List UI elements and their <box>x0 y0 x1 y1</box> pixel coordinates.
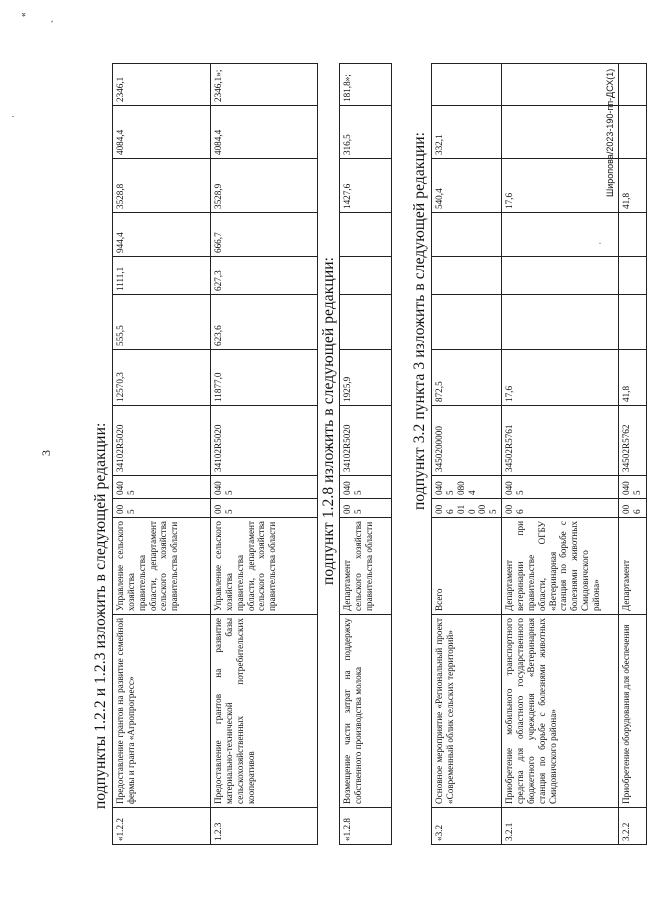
total-value: 41,8 <box>619 350 647 406</box>
activity-name: Приобретение мобильного транспортного средства для областного государственного бюджетного учреждения «Ветеринарная станция по борьбе с болезнями животных Смидовичского района» <box>502 615 619 808</box>
activity-name: Основное мероприятие «Региональный проект «Современный облик сельских территорий» <box>432 615 502 808</box>
value-2019 <box>432 295 502 350</box>
grbs-code: 006 <box>502 499 619 518</box>
section-heading: подпункты 1.2.2 и 1.2.3 изложить в следующей редакции: <box>92 422 109 809</box>
grbs-code: 005 <box>113 499 211 518</box>
value-2020: 1111,1 <box>113 257 211 295</box>
value-2021: 666,7 <box>211 213 318 257</box>
table-row <box>619 64 647 845</box>
row-number: 1.2.3 <box>211 808 318 845</box>
csr-code: 34102R5020 <box>113 406 211 476</box>
value-2023: 4084,4 <box>113 106 211 159</box>
rzpr-code: 0405 <box>502 476 619 499</box>
value-2024: 2346,1»; <box>211 64 318 106</box>
value-2022: 17,6 <box>502 159 619 213</box>
total-value: 12570,3 <box>113 350 211 406</box>
value-2020 <box>340 257 392 295</box>
csr-code: 34102R5020 <box>340 406 392 476</box>
scan-mark: ˙ <box>598 242 608 245</box>
table-row <box>211 64 318 845</box>
value-2023 <box>502 106 619 159</box>
grbs-code: 005 <box>211 499 318 518</box>
value-2024: 181,8»; <box>340 64 392 106</box>
executor: Департамент сельского хозяйства правительства области <box>340 518 392 615</box>
executor: Всего <box>432 518 502 615</box>
row-number: «1.2.8 <box>340 808 392 845</box>
document-id-footer: Широпова/2023-190-пп-ДСХ(1) <box>605 68 615 197</box>
scan-mark: ˏ <box>43 20 53 23</box>
grbs-code: 005 <box>340 499 392 518</box>
value-2022: 1427,6 <box>340 159 392 213</box>
value-2023: 4084,4 <box>211 106 318 159</box>
rzpr-code: 0405 <box>619 476 647 499</box>
scan-mark: « <box>18 12 28 17</box>
executor: Департамент <box>619 518 647 615</box>
value-2019: 555,5 <box>113 295 211 350</box>
total-value: 1925,9 <box>340 350 392 406</box>
page-number: 3 <box>39 450 53 456</box>
executor: Управление сельского хозяйства правительства области, департамент сельского хозяйства правительства области <box>113 518 211 615</box>
value-2021 <box>502 213 619 257</box>
value-2022: 41,8 <box>619 159 647 213</box>
rzpr-code: 0405 <box>340 476 392 499</box>
csr-code: 34102R5020 <box>211 406 318 476</box>
value-2020 <box>432 257 502 295</box>
total-value: 17,6 <box>502 350 619 406</box>
value-2019 <box>502 295 619 350</box>
value-2019 <box>340 295 392 350</box>
value-2020: 627,3 <box>211 257 318 295</box>
total-value: 11877,0 <box>211 350 318 406</box>
rzpr-code: 0405 0804 <box>432 476 502 499</box>
rzpr-code: 0405 <box>113 476 211 499</box>
value-2020 <box>502 257 619 295</box>
section-heading: подпункт 3.2 пункта 3 изложить в следующей редакции: <box>411 131 428 510</box>
value-2022: 3528,9 <box>211 159 318 213</box>
value-2022: 3528,8 <box>113 159 211 213</box>
csr-code: 34502R5762 <box>619 406 647 476</box>
row-number: 3.2.1 <box>502 808 619 845</box>
grbs-code: 006 010 005 <box>432 499 502 518</box>
value-2021: 944,4 <box>113 213 211 257</box>
value-2022: 540,4 <box>432 159 502 213</box>
value-2024 <box>432 64 502 106</box>
executor: Департамент ветеринарии при правительстве области, ОГБУ «Ветеринарная станция по борьбе с болезнями животных Смидовичского района» <box>502 518 619 615</box>
table-subpoint-3-2 <box>431 63 647 845</box>
value-2023: 316,5 <box>340 106 392 159</box>
activity-name: Приобретение оборудования для обеспечения <box>619 615 647 808</box>
table-row <box>340 64 392 845</box>
grbs-code: 006 <box>619 499 647 518</box>
value-2021 <box>340 213 392 257</box>
table-subpoint-1-2-8 <box>339 63 392 845</box>
section-heading: подпункт 1.2.8 изложить в следующей редакции: <box>320 256 337 585</box>
value-2019: 623,6 <box>211 295 318 350</box>
row-number: «1.2.2 <box>113 808 211 845</box>
activity-name: Предоставление грантов на развитие материально-технической базы сельскохозяйственных потребительских кооперативов <box>211 615 318 808</box>
activity-name: Возмещение части затрат на поддержку собственного производства молока <box>340 615 392 808</box>
table-subpoints-1-2-2-1-2-3 <box>112 63 318 845</box>
table-row <box>113 64 211 845</box>
csr-code: 3450200000 <box>432 406 502 476</box>
scan-mark: · <box>8 115 18 118</box>
csr-code: 34502R5761 <box>502 406 619 476</box>
row-number: «3.2 <box>432 808 502 845</box>
row-number: 3.2.2 <box>619 808 647 845</box>
table-row <box>432 64 502 845</box>
value-2020 <box>619 257 647 295</box>
activity-name: Предоставление грантов на развитие семейной фермы и гранта «Агропрогресс» <box>113 615 211 808</box>
total-value: 872,5 <box>432 350 502 406</box>
value-2024: 2346,1 <box>113 64 211 106</box>
value-2019 <box>619 295 647 350</box>
table-row <box>502 64 619 845</box>
rzpr-code: 0405 <box>211 476 318 499</box>
value-2024 <box>502 64 619 106</box>
executor: Управление сельского хозяйства правительства области, департамент сельского хозяйства правительства области <box>211 518 318 615</box>
value-2023 <box>619 106 647 159</box>
value-2024 <box>619 64 647 106</box>
value-2021 <box>619 213 647 257</box>
value-2021 <box>432 213 502 257</box>
value-2023: 332,1 <box>432 106 502 159</box>
